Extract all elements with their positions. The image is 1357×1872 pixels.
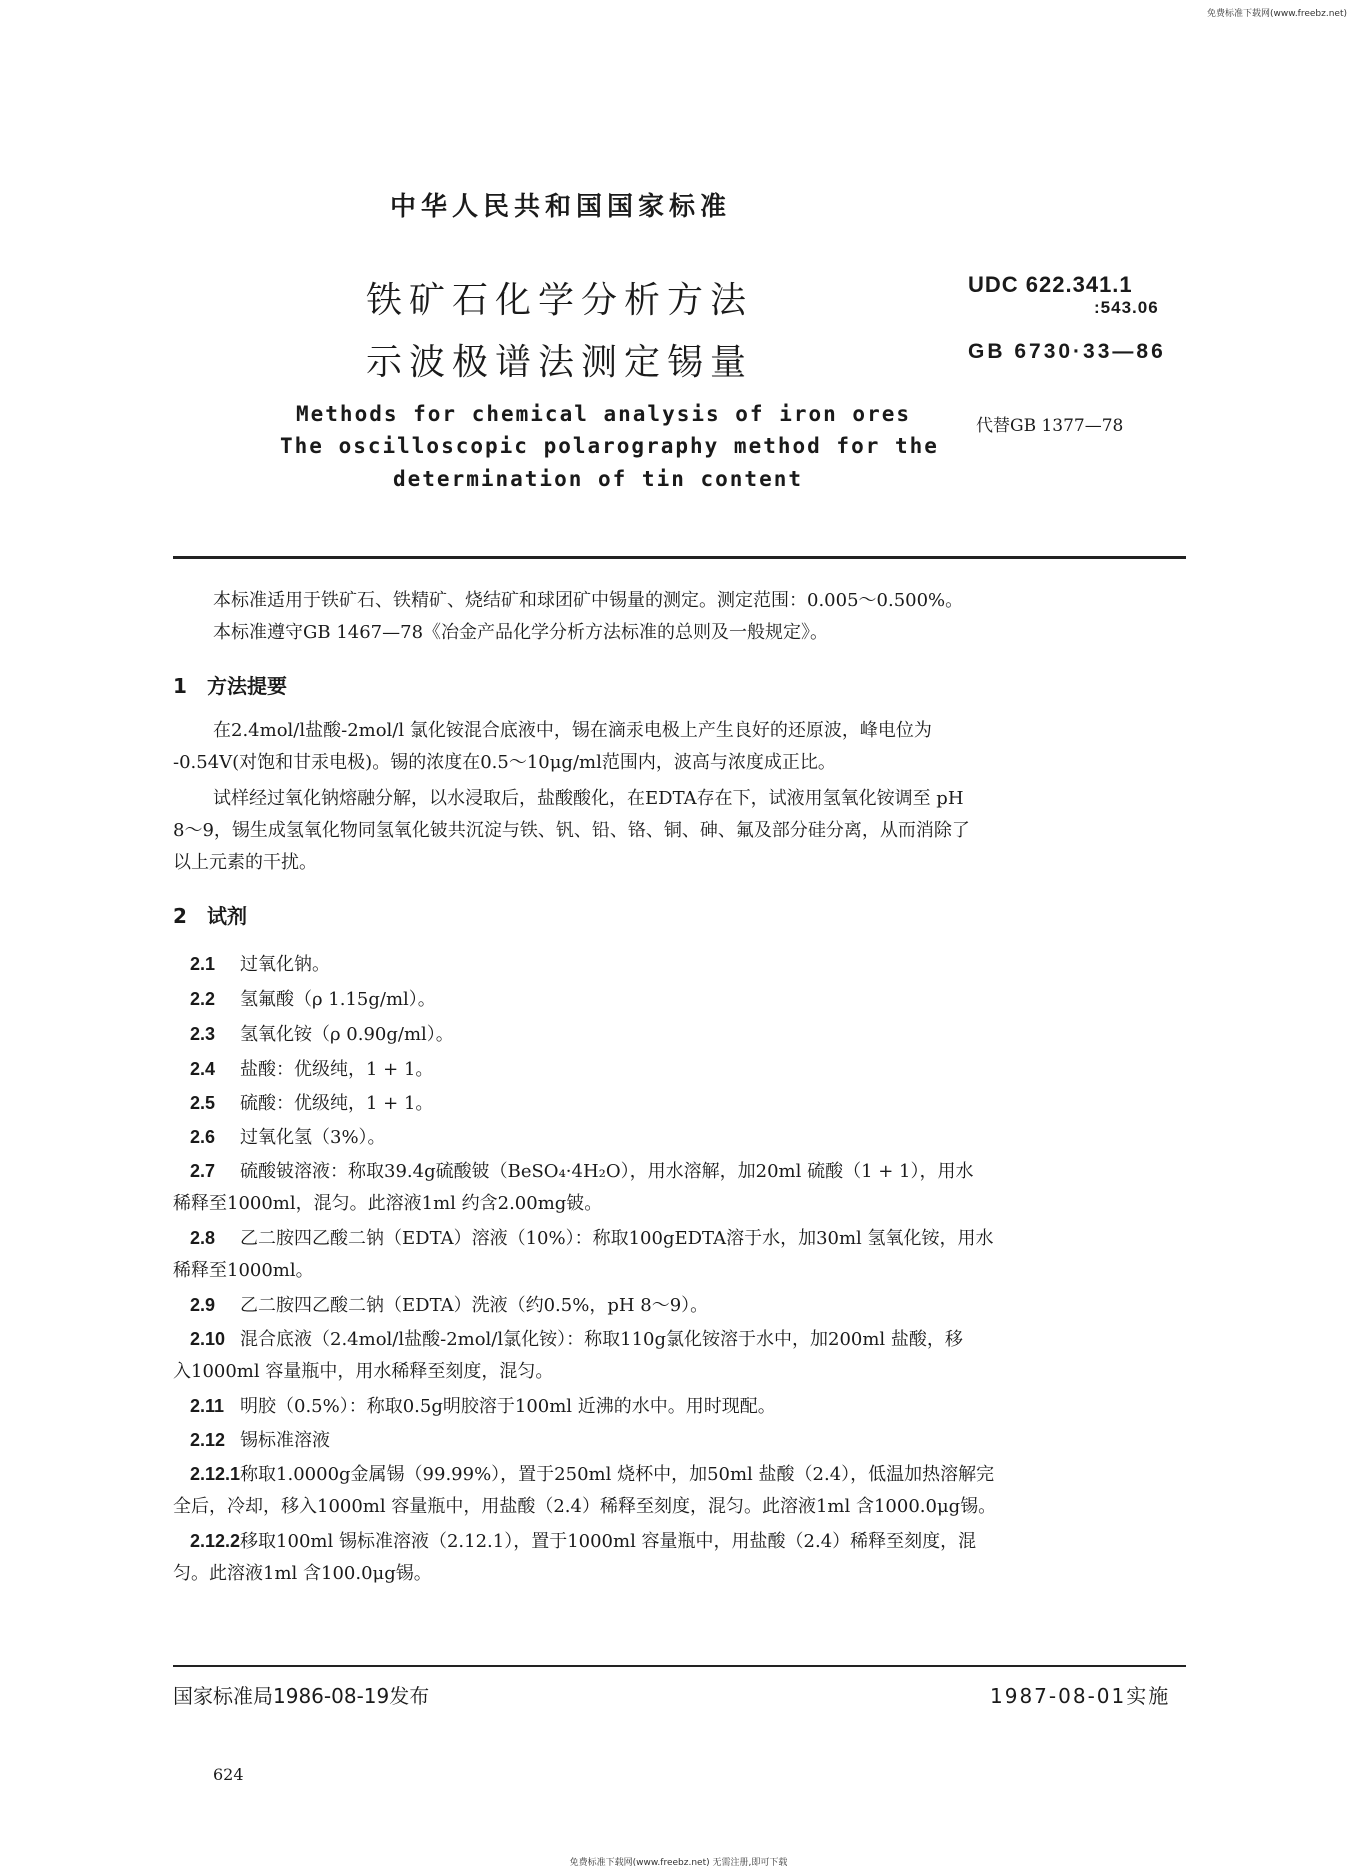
issue-date: 国家标准局1986-08-19发布 <box>173 1684 430 1708</box>
national-standard-heading: 中华人民共和国国家标准 <box>390 192 732 222</box>
header-divider <box>173 556 1186 559</box>
reagent-item: 2.10 混合底液（2.4mol/l盐酸-2mol/l氯化铵）：称取110g氯化铵溶于水中，加200ml 盐酸，移 <box>190 1329 963 1350</box>
watermark-bottom: 免费标准下载网(www.freebz.net) 无需注册,即可下载 <box>569 1858 788 1868</box>
reagent-item: 2.7 硫酸铍溶液：称取39.4g硫酸铍（BeSO₄·4H₂O），用水溶解，加20ml 硫酸（1 + 1），用水 <box>190 1161 974 1182</box>
reagent-item: 2.11 明胶（0.5%）：称取0.5g明胶溶于100ml 近沸的水中。用时现配。 <box>190 1396 776 1417</box>
reagent-item: 2.5 硫酸：优级纯，1 + 1。 <box>190 1093 434 1114</box>
section-title: 试剂 <box>207 904 247 928</box>
section-1-text: 在2.4mol/l盐酸-2mol/l 氯化铵混合底液中，锡在滴汞电极上产生良好的还原波，峰电位为 <box>213 720 932 741</box>
reagent-item: 2.3 氢氧化铵（ρ 0.90g/ml）。 <box>190 1024 454 1045</box>
section-title: 方法提要 <box>207 674 287 698</box>
title-en-line1: Methods for chemical analysis of iron ores <box>296 402 912 426</box>
reagent-item-continued: 匀。此溶液1ml 含100.0μg锡。 <box>173 1563 432 1584</box>
title-en-line3: determination of tin content <box>393 467 804 491</box>
effective-date: 1987-08-01实施 <box>990 1684 1171 1708</box>
section-1-text: -0.54V(对饱和甘汞电极)。锡的浓度在0.5～10μg/ml范围内，波高与浓度成正比。 <box>173 752 836 773</box>
reagent-item-continued: 入1000ml 容量瓶中，用水稀释至刻度，混匀。 <box>173 1361 554 1382</box>
reagent-item: 2.4 盐酸：优级纯，1 + 1。 <box>190 1059 434 1080</box>
section-1-heading <box>173 670 287 699</box>
reagent-item-continued: 稀释至1000ml，混匀。此溶液1ml 约含2.00mg铍。 <box>173 1193 603 1214</box>
intro-paragraph-1: 本标准适用于铁矿石、铁精矿、烧结矿和球团矿中锡量的测定。测定范围：0.005～0.500%。 <box>213 590 964 611</box>
section-1-text: 以上元素的干扰。 <box>173 852 317 873</box>
intro-paragraph-2: 本标准遵守GB 1467—78《冶金产品化学分析方法标准的总则及一般规定》。 <box>213 622 829 643</box>
section-number: 1 <box>173 674 187 698</box>
reagent-item-continued: 稀释至1000ml。 <box>173 1260 314 1281</box>
reagent-item: 2.12 锡标准溶液 <box>190 1430 330 1451</box>
section-2-heading <box>173 900 247 929</box>
reagent-item: 2.6 过氧化氢（3%）。 <box>190 1127 386 1148</box>
udc-code: UDC 622.341.1 <box>968 272 1133 297</box>
section-1-text: 8～9，锡生成氢氧化物同氢氧化铍共沉淀与铁、钒、铅、铬、铜、砷、氟及部分硅分离，从而消除了 <box>173 820 970 841</box>
reagent-item: 2.1 过氧化钠。 <box>190 954 330 975</box>
reagent-item: 2.12.2移取100ml 锡标准溶液（2.12.1），置于1000ml 容量瓶中，用盐酸（2.4）稀释至刻度，混 <box>190 1531 977 1552</box>
page-number: 624 <box>213 1765 244 1784</box>
title-cn-line1: 铁矿石化学分析方法 <box>366 280 754 321</box>
footer-divider <box>173 1665 1186 1667</box>
reagent-item: 2.12.1称取1.0000g金属锡（99.99%），置于250ml 烧杯中，加50ml 盐酸（2.4），低温加热溶解完 <box>190 1464 995 1485</box>
reagent-item-continued: 全后，冷却，移入1000ml 容量瓶中，用盐酸（2.4）稀释至刻度，混匀。此溶液1ml 含1000.0μg锡。 <box>173 1496 997 1517</box>
reagent-item: 2.9 乙二胺四乙酸二钠（EDTA）洗液（约0.5%，pH 8～9）。 <box>190 1295 709 1316</box>
title-en-line2: The oscilloscopic polarography method for the <box>280 434 939 458</box>
section-number: 2 <box>173 904 187 928</box>
reagent-item: 2.8 乙二胺四乙酸二钠（EDTA）溶液（10%）：称取100gEDTA溶于水，加30ml 氢氧化铵，用水 <box>190 1228 994 1249</box>
replaces-note: 代替GB 1377—78 <box>976 416 1124 436</box>
reagent-item: 2.2 氢氟酸（ρ 1.15g/ml）。 <box>190 989 436 1010</box>
title-cn-line2: 示波极谱法测定锡量 <box>366 342 754 383</box>
gb-number: GB 6730·33—86 <box>968 340 1166 363</box>
udc-code-sub: :543.06 <box>1094 298 1159 317</box>
watermark-top: 免费标准下载网(www.freebz.net) <box>1207 9 1347 19</box>
section-1-text: 试样经过氧化钠熔融分解，以水浸取后，盐酸酸化，在EDTA存在下，试液用氢氧化铵调至 pH <box>213 788 964 809</box>
